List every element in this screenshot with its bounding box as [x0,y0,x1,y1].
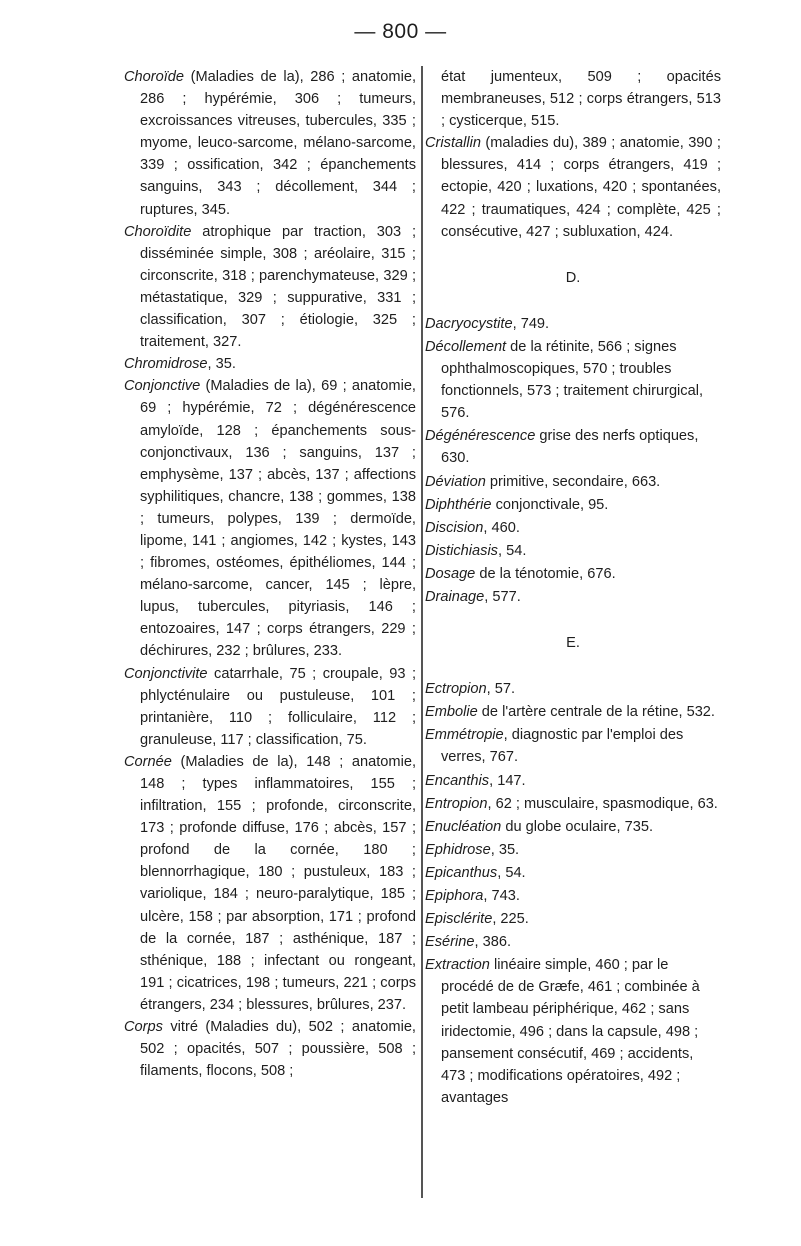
index-entry [425,862,721,884]
entry-text: de la ténotomie, 676. [475,565,616,582]
entry-text: atrophique par traction, 303 ; disséminée simple, 308 ; aréolaire, 315 ; circonscrite, 318 ; parenchymateuse, 329 ; métastatique, 329 ; suppurative, 331 ; classification, 307 ; étiologie, 325 ; traitement, 327. [140,223,416,351]
entry-heading: Dosage [425,565,476,582]
entry-text: , 577. [484,588,521,605]
entry-text: du globe oculaire, 735. [501,818,654,835]
index-entry [425,540,721,562]
left-column [124,66,416,1082]
right-column [425,66,721,1110]
entry-text: , 54. [497,864,526,881]
entry-text: , 57. [486,681,516,698]
entry-heading: Choroïdite [124,223,192,240]
index-entry [425,471,721,493]
entry-heading: Epicanthus [425,864,498,881]
entry-heading: Diphthérie [425,496,492,513]
entry-text: , 147. [489,772,526,789]
index-entry [425,770,721,792]
entry-text: (maladies du), 389 ; anatomie, 390 ; blessures, 414 ; corps étrangers, 419 ; ectopie, 420 ; luxations, 420 ; spontanées, 422 ; traumatiques, 424 ; complète, 425 ; consécutive, 427 ; subluxation, 424. [441,135,721,240]
entry-text: vitré (Maladies du), 502 ; anatomie, 502 ; opacités, 507 ; poussière, 508 ; filaments, flocons, 508 ; [140,1019,416,1080]
entry-text: , 225. [492,911,529,928]
index-entry [124,1016,416,1082]
entry-text: catarrhale, 75 ; croupale, 93 ; phlycténulaire ou pustuleuse, 101 ; printanière, 110 ; folliculaire, 112 ; granuleuse, 117 ; classification, 75. [140,665,416,748]
index-entry [425,425,721,469]
index-entry [124,663,416,751]
entry-heading: Cristallin [425,135,481,152]
entry-heading: Ephidrose [425,841,491,858]
index-entry [425,586,721,608]
entry-heading: Cornée [124,753,172,770]
entry-text: , 54. [497,542,527,559]
entry-text: (Maladies de la), 69 ; anatomie, 69 ; hypérémie, 72 ; dégénérescence amyloïde, 128 ; épanchements sous-conjonctivaux, 136 ; sanguins, 137 ; emphysème, 137 ; abcès, 137 ; affections syphilitiques, chancre, 138 ; gommes, 138 ; tumeurs, polypes, 139 ; dermoïde, lipome, 141 ; angiomes, 142 ; kystes, 143 ; fibromes, ostéomes, épithéliomes, 144 ; mélano-sarcome, cancer, 145 ; lèpre, lupus, tubercules, pityriasis, 146 ; entozoaires, 147 ; corps étrangers, 229 ; déchirures, 232 ; brûlures, 233. [140,378,416,660]
page-number: — 800 — [354,20,447,43]
index-entry [425,885,721,907]
entry-text: (Maladies de la), 286 ; anatomie, 286 ; hypérémie, 306 ; tumeurs, excroissances vitreuses, tubercules, 335 ; myome, leuco-sarcome, mélano-sarcome, 339 ; ossification, 342 ; épanchements sanguins, 343 ; décollement, 344 ; ruptures, 345. [140,69,416,218]
index-entry [425,678,721,700]
entry-text: , 386. [474,934,511,951]
entry-text: , 749. [512,315,550,332]
index-entry [425,517,721,539]
entry-heading: Episclérite [425,911,493,928]
index-entry [124,353,416,375]
entry-text: , 460. [483,519,520,536]
entry-heading: Epiphora [425,888,484,904]
section-letter-d: D. [565,269,581,286]
entry-heading: Discision [425,519,484,536]
entry-heading: Embolie [425,704,478,721]
index-entry [425,793,721,815]
index-entry [425,816,721,838]
entry-heading: Déviation [425,473,486,490]
index-entry [425,839,721,861]
index-entry [124,221,416,354]
entry-heading: Dégénérescence [425,428,536,445]
entry-heading: Dacryocystite [425,315,513,332]
entry-text: primitive, secondaire, 663. [485,473,661,490]
entry-heading: Chromidrose [124,356,208,373]
index-entry [425,313,721,335]
entry-heading: Conjonctive [124,378,201,395]
index-entry [425,66,721,132]
entry-text: (Maladies de la), 148 ; anatomie, 148 ; types inflammatoires, 155 ; infiltration, 155 ; profonde, circonscrite, 173 ; profonde diffuse, 176 ; abcès, 157 ; profond de la cornée, 180 ; blennorrhagique, 180 ; pustuleux, 183 ; variolique, 184 ; neuro-paralytique, 185 ; ulcère, 158 ; par absorption, 171 ; profond de la cornée, 187 ; asthénique, 187 ; sthénique, 188 ; infectant ou rongeant, 191 ; cicatrices, 198 ; tumeurs, 221 ; corps étrangers, 234 ; blessures, brûlures, 237. [140,753,416,1013]
entry-text: , 62 ; musculaire, spasmodique, 63. [487,795,718,812]
entry-heading: Emmétropie [425,727,504,744]
index-entry [425,132,721,242]
index-entry [425,336,721,424]
entry-text: état jumenteux, 509 ; opacités membraneuses, 512 ; corps étrangers, 513 ; cysticerque, 515. [441,69,721,130]
index-entry [124,66,416,221]
index-entry [425,724,721,768]
entry-heading: Décollement [425,338,507,355]
entry-heading: Encanthis [425,772,490,789]
entry-heading: Esérine [425,934,475,951]
index-entry [124,375,416,662]
index-entry [425,908,721,930]
entry-text: , 743. [483,888,520,904]
entry-heading: Enucléation [425,818,502,835]
entry-heading: Choroïde [124,69,185,85]
index-entry [425,954,721,1109]
index-entry [425,701,721,723]
entry-text: , diagnostic par l'emploi des verres, 767. [441,727,684,766]
entry-text: , 35. [207,356,236,373]
entry-text: de la rétinite, 566 ; signes ophthalmoscopiques, 570 ; troubles fonctionnels, 573 ; traitement chirurgical, 576. [441,338,704,422]
entry-text: de l'artère centrale de la rétine, 532. [477,704,715,721]
entry-text: grise des nerfs optiques, 630. [441,428,699,467]
entry-heading: Distichiasis [425,542,498,559]
entry-heading: Corps [124,1019,163,1036]
entry-text: , 35. [490,841,520,858]
entry-heading: Entropion [425,795,488,812]
section-letter-e: E. [566,635,580,652]
entry-heading: Conjonctivite [124,665,208,682]
entry-heading: Ectropion [425,681,487,698]
entry-text: linéaire simple, 460 ; par le procédé de de Græfe, 461 ; combinée à petit lambeau périphérique, 462 ; sans iridectomie, 496 ; dans la capsule, 498 ; pansement consécutif, 469 ; accidents, 473 ; modifications opératoires, 492 ; avantages [441,957,700,1106]
index-entry [425,494,721,516]
entry-heading: Extraction [425,957,490,974]
index-entry [124,751,416,1016]
entry-heading: Drainage [425,588,485,605]
entry-text: conjonctivale, 95. [491,496,609,513]
index-entry [425,931,721,953]
index-entry [425,563,721,585]
column-divider [421,66,423,1198]
